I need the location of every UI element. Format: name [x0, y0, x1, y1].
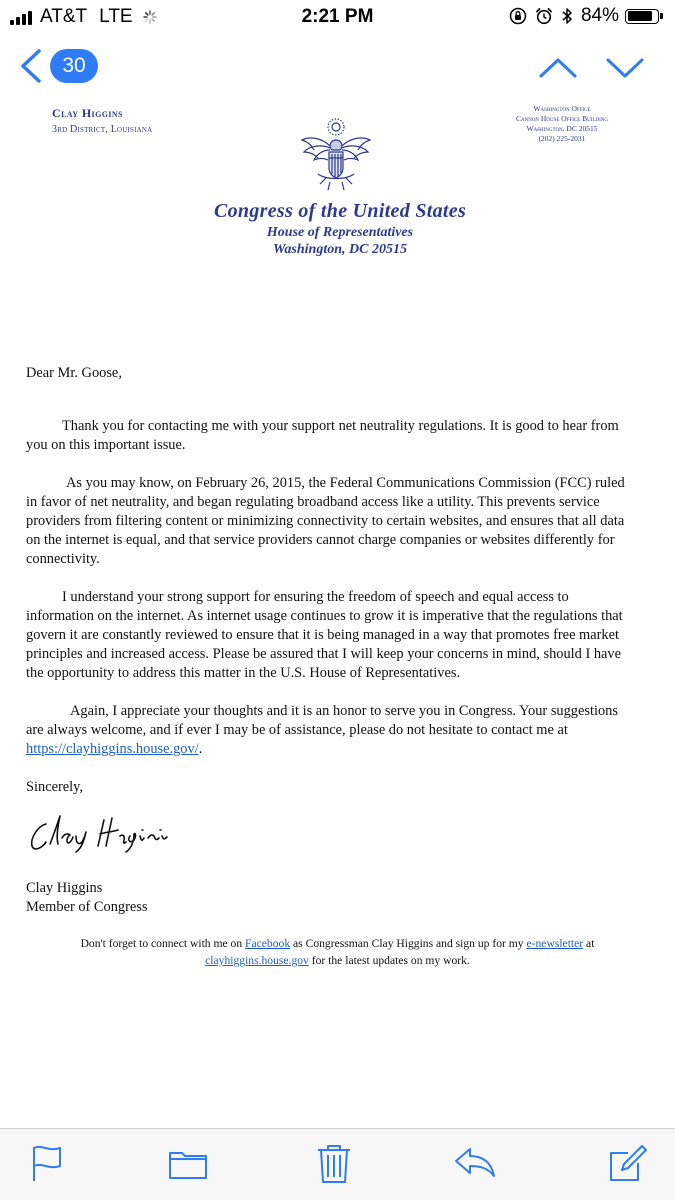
- footer-text: at: [583, 937, 595, 950]
- battery-icon: [625, 9, 663, 24]
- next-message-button[interactable]: [605, 56, 645, 80]
- handwritten-signature: [26, 808, 176, 858]
- member-district: 3rd District, Louisiana: [52, 124, 153, 135]
- website-link[interactable]: https://clayhiggins.house.gov/: [26, 741, 199, 757]
- letter-paragraph: [26, 417, 636, 455]
- letter-body: [26, 364, 636, 797]
- letterhead-city: Washington, DC 20515: [273, 242, 407, 257]
- unread-count-badge: 30: [50, 49, 98, 83]
- chevron-left-icon: [18, 48, 44, 84]
- compose-icon[interactable]: [608, 1143, 648, 1183]
- mail-nav-bar: [0, 38, 675, 102]
- footer-text: as Congressman Clay Higgins and sign up for my: [290, 937, 527, 950]
- letter-paragraph: [26, 702, 636, 759]
- e-newsletter-link[interactable]: e-newsletter: [526, 937, 584, 950]
- orientation-lock-icon: [509, 7, 527, 25]
- office-line: (202) 225-2031: [538, 134, 586, 143]
- flag-icon[interactable]: [30, 1143, 64, 1183]
- mail-toolbar: [0, 1128, 675, 1200]
- paragraph-text: As you may know, on February 26, 2015, the Federal Communications Commission (FCC) ruled in favor of net neutrality, and began regulating broadband access like a utility. This prevents service providers from filtering content or minimizing connectivity to certain websites, and ensures that all data on the internet is equal, and that service providers cannot charge companies or websites differently for connectivity.: [26, 475, 625, 567]
- footer-note: [40, 935, 635, 969]
- office-address-block: [500, 104, 624, 144]
- closing: Sincerely,: [26, 779, 84, 795]
- network-type-label: LTE: [99, 6, 133, 27]
- footer-text: Don't forget to connect with me on: [80, 937, 246, 950]
- house-site-link[interactable]: clayhiggins.house.gov: [205, 954, 309, 967]
- office-line: Cannon House Office Building: [515, 114, 609, 123]
- back-to-inbox-button[interactable]: [18, 48, 98, 84]
- house-title: House of Representatives: [266, 225, 414, 240]
- office-line: Washington, DC 20515: [526, 124, 598, 133]
- signature-block: [26, 879, 148, 917]
- paragraph-end: .: [198, 741, 203, 757]
- facebook-link[interactable]: Facebook: [245, 937, 291, 950]
- carrier-label: AT&T: [40, 6, 88, 27]
- paragraph-text: I understand your strong support for ensuring the freedom of speech and equal access to information on the internet. As internet usage continues to grow it is imperative that the regulations that govern it are constantly reviewed to ensure that it is being managed in a way that promotes free market principles and increased access. Please be assured that I will keep your concerns in mind, should I have the opportunity to address this matter in the U.S. House of Representatives.: [26, 589, 623, 681]
- letter-paragraph: [26, 588, 636, 683]
- congress-title: Congress of the United States: [213, 200, 467, 222]
- trash-icon[interactable]: [316, 1143, 352, 1185]
- bluetooth-icon: [561, 7, 573, 25]
- salutation: Dear Mr. Goose,: [26, 365, 122, 381]
- paragraph-text: Again, I appreciate your thoughts and it is an honor to serve you in Congress. Your suggestions are always welcome, and if ever I may be of assistance, please do not hesitate to contact me at: [26, 703, 618, 738]
- office-line: Washington Office: [533, 104, 591, 113]
- battery-level-fill: [628, 11, 652, 21]
- member-name: Clay Higgins: [52, 106, 123, 120]
- great-seal-eagle-icon: [296, 116, 376, 196]
- previous-message-button[interactable]: [538, 56, 578, 80]
- signer-title: Member of Congress: [26, 899, 148, 915]
- folder-icon[interactable]: [168, 1143, 208, 1183]
- status-right: [509, 5, 663, 27]
- paragraph-text: Thank you for contacting me with your support net neutrality regulations. It is good to hear from you on this important issue.: [26, 418, 619, 453]
- letter-paragraph: [26, 474, 636, 569]
- status-bar: [0, 0, 675, 36]
- reply-icon[interactable]: [454, 1143, 498, 1183]
- signer-name: Clay Higgins: [26, 880, 103, 896]
- battery-percent: 84%: [580, 5, 619, 26]
- alarm-icon: [535, 7, 553, 25]
- letterhead-member-block: [52, 106, 152, 135]
- footer-text: for the latest updates on my work.: [308, 954, 470, 967]
- letterhead-title-block: [140, 200, 540, 258]
- status-time: 2:21 PM: [301, 6, 374, 27]
